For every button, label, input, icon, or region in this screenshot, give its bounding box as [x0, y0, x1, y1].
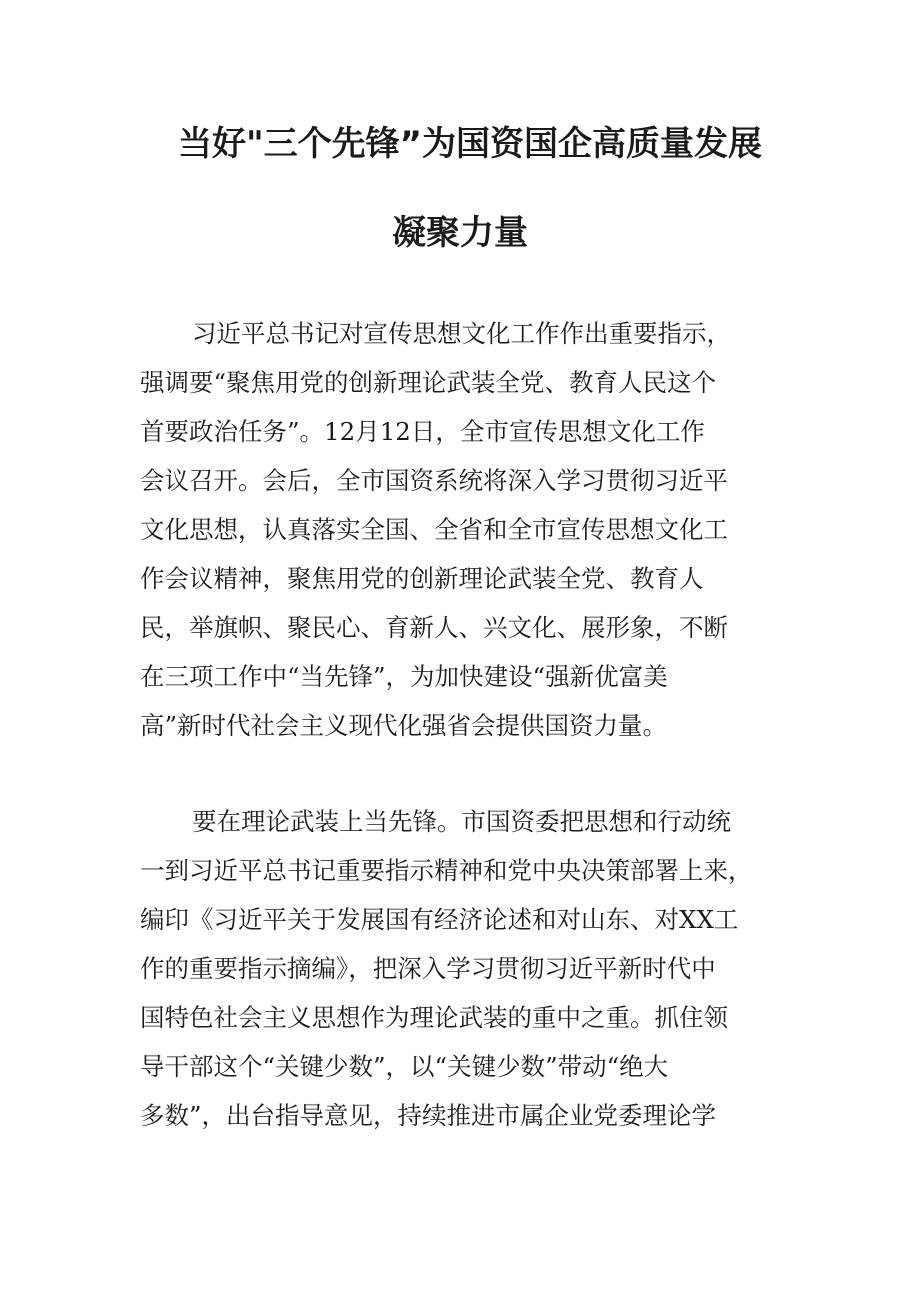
paragraph-line: 作的重要指示摘编》，把深入学习贯彻习近平新时代中: [140, 954, 716, 983]
paragraph-line: 作会议精神，聚焦用党的创新理论武装全党、教育人: [140, 564, 704, 593]
paragraph-line: 在三项工作中“当先锋”，为加快建设“强新优富美: [140, 662, 668, 691]
paragraph-line: 会议召开。会后，全市国资系统将深入学习贯彻习近平: [140, 466, 728, 495]
document-title-line-2: 凝聚力量: [392, 213, 528, 253]
paragraph-line: 首要政治任务”。12月12日，全市宣传思想文化工作: [140, 417, 705, 446]
paragraph-line: 一到习近平总书记重要指示精神和党中央决策部署上来，: [140, 856, 753, 885]
paragraph-line: 导干部这个“关键少数”，以“关键少数”带动“绝大: [140, 1052, 669, 1081]
paragraph-line: 高”新时代社会主义现代化强省会提供国资力量。: [140, 711, 668, 740]
paragraph-line: 文化思想，认真落实全国、全省和全市宣传思想文化工: [140, 515, 728, 544]
paragraph-line: 要在理论武装上当先锋。市国资委把思想和行动统: [192, 807, 731, 836]
paragraph-line: 习近平总书记对宣传思想文化工作作出重要指示，: [192, 319, 731, 348]
paragraph-line: 国特色社会主义思想作为理论武装的重中之重。抓住领: [140, 1003, 728, 1032]
paragraph-line: 编印《习近平关于发展国有经济论述和对山东、对XX工: [140, 905, 739, 934]
paragraph-line: 强调要“聚焦用党的创新理论武装全党、教育人民这个: [140, 368, 717, 397]
document-title-line-1: 当好"三个先锋”为国资国企高质量发展: [177, 124, 763, 164]
paragraph-line: 民，举旗帜、聚民心、育新人、兴文化、展形象，不断: [140, 613, 728, 642]
paragraph-line: 多数”，出台指导意见，持续推进市属企业党委理论学: [140, 1101, 717, 1130]
